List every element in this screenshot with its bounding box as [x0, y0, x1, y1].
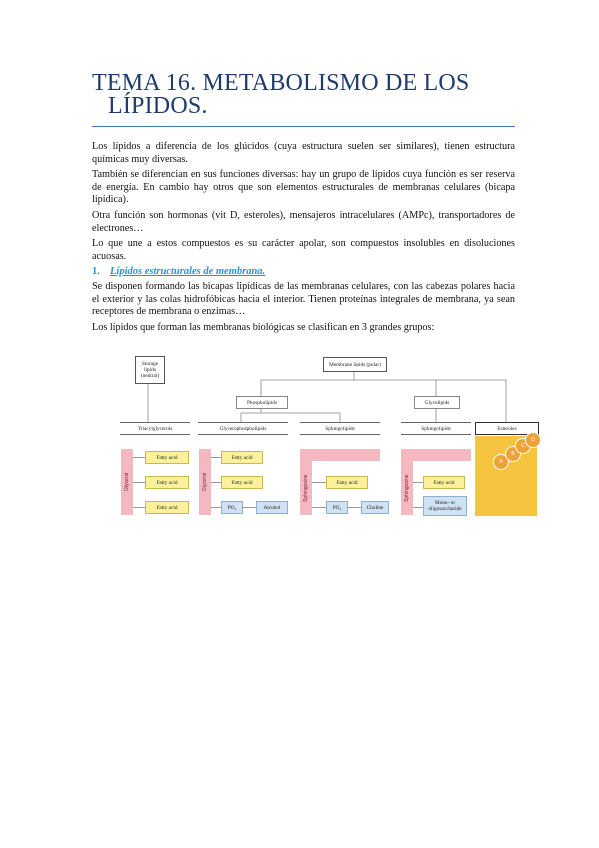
glycerol-backbone: Glycerol [121, 449, 133, 515]
bond-line [211, 507, 221, 508]
title-line-1: TEMA 16. METABOLISMO DE LOS [92, 70, 470, 96]
glycolipids-box: Glycolipids [414, 396, 460, 409]
fatty-acid: Fatty acid [221, 451, 263, 464]
paragraph: Otra función son hormonas (vit D, esteroles), mensajeros intracelulares (AMPc), transportadores de electrones… [92, 209, 515, 234]
header-sphingolipids-glyco: Sphingolipids [401, 422, 471, 435]
bond-line [133, 457, 145, 458]
section-number: 1. [92, 266, 100, 278]
saccharide-group: Mono- or oligosaccharide [423, 496, 467, 516]
sphingosine-top [401, 449, 471, 461]
paragraph: Los lípidos que forman las membranas biológicas se clasifican en 3 grandes grupos: [92, 321, 435, 333]
sterol-ring: D [525, 432, 541, 448]
section-heading [92, 266, 515, 279]
choline-group: Choline [361, 501, 389, 514]
paragraph: Lo que une a estos compuestos es su carácter apolar, son compuestos insolubles en disoluciones acuosas. [92, 238, 515, 262]
body-text [92, 141, 515, 337]
section-title: Lípidos estructurales de membrana. [110, 266, 266, 278]
bond-line [347, 507, 361, 508]
bond-line [413, 482, 423, 483]
phosphate-group: PO₄ [221, 501, 243, 514]
paragraph: También se diferencian en sus funciones diversas: hay un grupo de lípidos cuya función es ser reserva de energía. En cambio hay otros que son elementos estructurales de membranas celulares (bicapa lipídica). [92, 169, 515, 206]
fatty-acid: Fatty acid [145, 501, 189, 514]
sterol-ring: B [505, 446, 521, 462]
membrane-lipids-box: Membrane lipids (polar) [323, 357, 387, 372]
paragraph: Se disponen formando las bicapas lipídicas de las membranas celulares, con las cabezas polares hacia el exterior y las colas hidrofóbicas hacia el interior. Tienen proteínas integrales de membrana, ya sean receptores de membrana o enzimas… [92, 280, 515, 318]
bond-line [133, 507, 145, 508]
bond-line [133, 482, 145, 483]
phospholipids-box: Phospholipids [236, 396, 288, 409]
bond-line [211, 457, 221, 458]
sterol-ring: C [515, 438, 531, 454]
fatty-acid: Fatty acid [423, 476, 465, 489]
paragraph: Los lípidos a diferencia de los glúcidos (cuya estructura suelen ser similares), tienen estructura químicas muy diversas. [92, 141, 515, 165]
storage-lipids-box: Storage lipids (neutral) [135, 356, 165, 384]
bond-line [211, 482, 221, 483]
bond-line [242, 507, 256, 508]
phosphate-group: PO₄ [326, 501, 348, 514]
header-triacylglycerols: Triacylglycerols [120, 422, 190, 435]
glycerol-backbone: Glycerol [199, 449, 211, 515]
alcohol-group: Alcohol [256, 501, 288, 514]
sterol-panel [475, 436, 537, 516]
lipid-classification-diagram [118, 353, 538, 519]
title-underline [92, 126, 515, 127]
fatty-acid: Fatty acid [221, 476, 263, 489]
page-title [92, 72, 522, 118]
fatty-acid: Fatty acid [326, 476, 368, 489]
header-sphingolipids: Sphingolipids [300, 422, 380, 435]
header-esteroles: Esteroles [475, 422, 539, 435]
bond-line [312, 482, 326, 483]
sphingosine-backbone: Sphingosine [300, 461, 312, 515]
sphingosine-top [300, 449, 380, 461]
sphingosine-backbone: Sphingosine [401, 461, 413, 515]
header-glycerophospholipids: Glycerophospholipids [198, 422, 288, 435]
fatty-acid: Fatty acid [145, 451, 189, 464]
title-line-2: LÍPIDOS. [108, 93, 208, 119]
bond-line [413, 507, 423, 508]
bond-line [312, 507, 326, 508]
fatty-acid: Fatty acid [145, 476, 189, 489]
sterol-ring: A [493, 454, 509, 470]
